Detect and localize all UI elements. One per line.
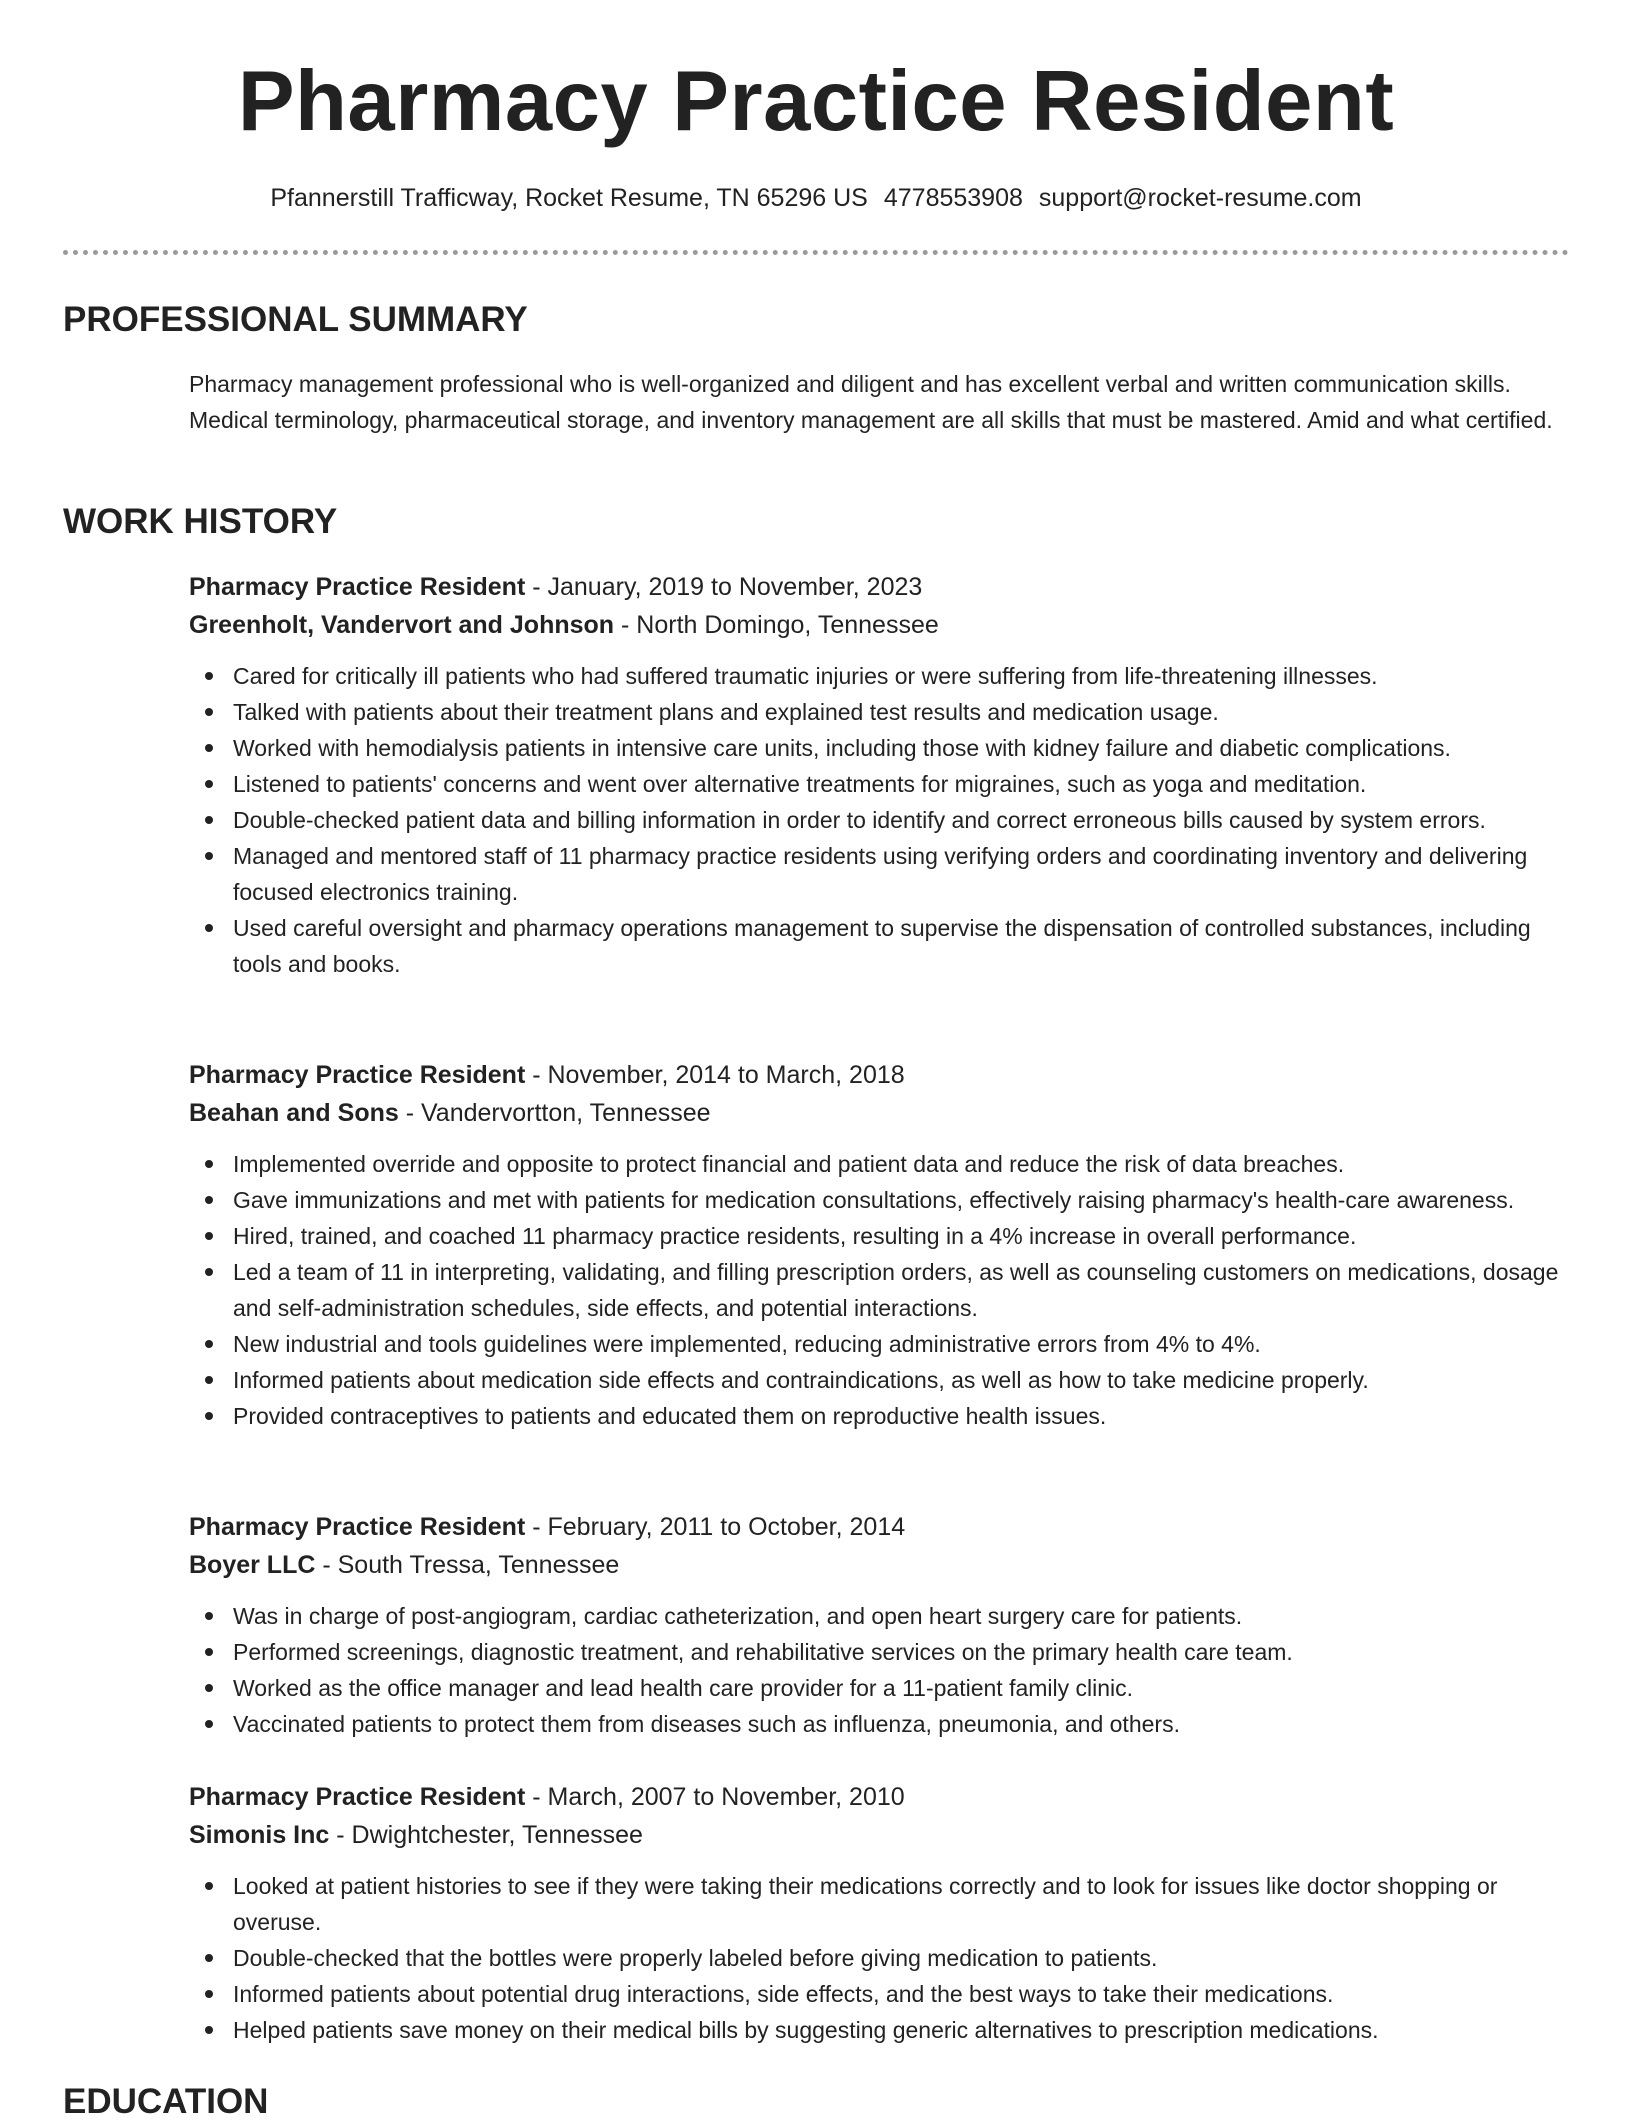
- job-company: Simonis Inc: [189, 1821, 330, 1849]
- list-item: Vaccinated patients to protect them from diseases such as influenza, pneumonia, and others.: [233, 1706, 1569, 1742]
- job-title-line: [189, 1056, 1569, 1094]
- job-title-line: [189, 1508, 1569, 1546]
- job-bullets: [189, 658, 1569, 982]
- contact-phone: 4778553908: [883, 184, 1023, 212]
- job-role: Pharmacy Practice Resident: [189, 1513, 526, 1541]
- job-dates: - January, 2019 to November, 2023: [525, 573, 923, 601]
- list-item: Gave immunizations and met with patients for medication consultations, effectively raising pharmacy's health-care awareness.: [233, 1182, 1569, 1218]
- job-title-line: [189, 1778, 1569, 1816]
- section-title-summary: PROFESSIONAL SUMMARY: [63, 300, 528, 339]
- job-company-line: [189, 1094, 1569, 1132]
- section-title-education: EDUCATION: [63, 2082, 269, 2121]
- job-location: - Vandervortton, Tennessee: [398, 1099, 711, 1127]
- job-dates: - March, 2007 to November, 2010: [525, 1783, 905, 1811]
- job-company: Beahan and Sons: [189, 1099, 399, 1127]
- job-role: Pharmacy Practice Resident: [189, 573, 526, 601]
- job-entry: [189, 1056, 1569, 1434]
- job-bullets: [189, 1146, 1569, 1434]
- job-entry: [189, 568, 1569, 982]
- job-location: - Dwightchester, Tennessee: [329, 1821, 643, 1849]
- list-item: Informed patients about medication side effects and contraindications, as well as how to take medicine properly.: [233, 1362, 1569, 1398]
- list-item: Provided contraceptives to patients and educated them on reproductive health issues.: [233, 1398, 1569, 1434]
- list-item: Looked at patient histories to see if they were taking their medications correctly and to look for issues like doctor shopping or overuse.: [233, 1868, 1569, 1940]
- section-title-work-history: WORK HISTORY: [63, 502, 338, 541]
- list-item: Managed and mentored staff of 11 pharmacy practice residents using verifying orders and coordinating inventory and delivering focused electronics training.: [233, 838, 1569, 910]
- list-item: Informed patients about potential drug interactions, side effects, and the best ways to take their medications.: [233, 1976, 1569, 2012]
- job-title-line: [189, 568, 1569, 606]
- list-item: Hired, trained, and coached 11 pharmacy practice residents, resulting in a 4% increase in overall performance.: [233, 1218, 1569, 1254]
- list-item: Helped patients save money on their medical bills by suggesting generic alternatives to prescription medications.: [233, 2012, 1569, 2048]
- list-item: Implemented override and opposite to protect financial and patient data and reduce the risk of data breaches.: [233, 1146, 1569, 1182]
- list-item: Talked with patients about their treatment plans and explained test results and medication usage.: [233, 694, 1569, 730]
- list-item: Performed screenings, diagnostic treatment, and rehabilitative services on the primary health care team.: [233, 1634, 1569, 1670]
- contact-address: Pfannerstill Trafficway, Rocket Resume, TN 65296 US: [270, 184, 868, 212]
- contact-line: [0, 180, 1632, 216]
- list-item: Double-checked that the bottles were properly labeled before giving medication to patients.: [233, 1940, 1569, 1976]
- job-location: - North Domingo, Tennessee: [614, 611, 939, 639]
- list-item: New industrial and tools guidelines were implemented, reducing administrative errors from 4% to 4%.: [233, 1326, 1569, 1362]
- job-dates: - February, 2011 to October, 2014: [525, 1513, 906, 1541]
- job-entry: [189, 1778, 1569, 2048]
- job-company-line: [189, 1546, 1569, 1584]
- job-company: Boyer LLC: [189, 1551, 316, 1579]
- job-bullets: [189, 1868, 1569, 2048]
- list-item: Worked with hemodialysis patients in intensive care units, including those with kidney failure and diabetic complications.: [233, 730, 1569, 766]
- summary-text: Pharmacy management professional who is well-organized and diligent and has excellent verbal and written communication skills. Medical terminology, pharmaceutical storage, and inventory management are all skills that must be mastered. Amid and what certified.: [189, 371, 1553, 433]
- job-company-line: [189, 606, 1569, 644]
- list-item: Used careful oversight and pharmacy operations management to supervise the dispensation of controlled substances, including tools and books.: [233, 910, 1569, 982]
- job-bullets: [189, 1598, 1569, 1742]
- list-item: Cared for critically ill patients who had suffered traumatic injuries or were suffering from life-threatening illnesses.: [233, 658, 1569, 694]
- job-dates: - November, 2014 to March, 2018: [525, 1061, 905, 1089]
- header-divider: [63, 250, 1569, 255]
- job-location: - South Tressa, Tennessee: [315, 1551, 620, 1579]
- job-role: Pharmacy Practice Resident: [189, 1783, 526, 1811]
- list-item: Worked as the office manager and lead health care provider for a 11-patient family clinic.: [233, 1670, 1569, 1706]
- list-item: Double-checked patient data and billing information in order to identify and correct erroneous bills caused by system errors.: [233, 802, 1569, 838]
- contact-email: support@rocket-resume.com: [1038, 184, 1362, 212]
- job-entry: [189, 1508, 1569, 1742]
- job-company-line: [189, 1816, 1569, 1854]
- list-item: Led a team of 11 in interpreting, validating, and filling prescription orders, as well as counseling customers on medications, dosage and self-administration schedules, side effects, and potential interactions.: [233, 1254, 1569, 1326]
- list-item: Was in charge of post-angiogram, cardiac catheterization, and open heart surgery care for patients.: [233, 1598, 1569, 1634]
- job-role: Pharmacy Practice Resident: [189, 1061, 526, 1089]
- job-company: Greenholt, Vandervort and Johnson: [189, 611, 615, 639]
- list-item: Listened to patients' concerns and went over alternative treatments for migraines, such as yoga and meditation.: [233, 766, 1569, 802]
- candidate-name: Pharmacy Practice Resident: [237, 54, 1395, 149]
